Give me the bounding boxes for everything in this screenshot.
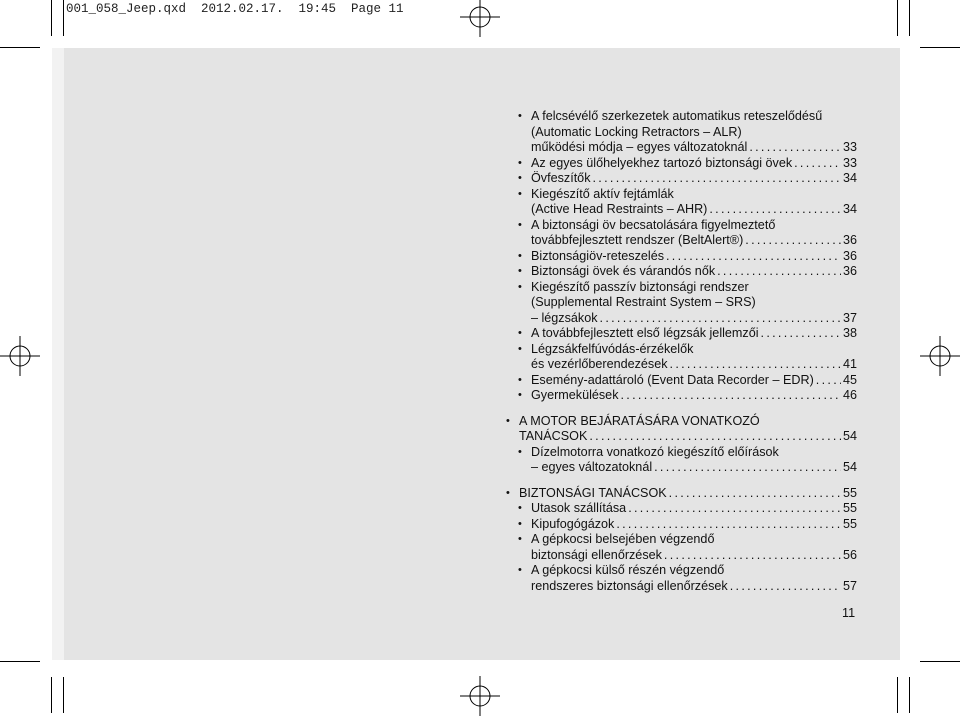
page-edge-strip	[52, 48, 64, 660]
bullet-icon: •	[518, 187, 522, 200]
bullet-icon: •	[518, 110, 522, 122]
toc-entry	[505, 373, 857, 389]
toc-entry	[505, 445, 857, 461]
toc-entry-text: (Active Head Restraints – AHR)	[531, 202, 708, 216]
dot-leader	[628, 501, 841, 517]
toc-entry	[505, 171, 857, 187]
toc-entry	[505, 109, 857, 125]
toc-entry-text: és vezérlőberendezések	[531, 357, 668, 371]
bullet-icon: •	[518, 249, 522, 262]
toc-entry-continuation	[505, 125, 857, 141]
page-number: 11	[842, 606, 856, 620]
dot-leader	[749, 140, 841, 156]
toc-page-number: 56	[842, 547, 857, 562]
toc-entry	[505, 563, 857, 579]
dot-leader	[621, 388, 841, 404]
toc-entry-text: A gépkocsi belsejében végzendő	[531, 532, 715, 546]
bullet-icon: •	[506, 486, 510, 499]
dot-leader	[616, 517, 841, 533]
toc-entry-text: Kiegészítő passzív biztonsági rendszer	[531, 279, 749, 294]
toc-entry-continuation	[505, 357, 857, 373]
bullet-icon: •	[518, 327, 522, 339]
dot-leader	[589, 429, 841, 445]
toc-entry-text: A MOTOR BEJÁRATÁSÁRA VONATKOZÓ	[519, 413, 760, 428]
toc-page-number: 33	[842, 155, 857, 170]
toc-entry-text: Biztonságiöv-reteszelés	[531, 248, 664, 263]
toc-entry-text: A felcsévélő szerkezetek automatikus reteszelődésű	[531, 109, 823, 123]
bullet-icon: •	[518, 342, 522, 355]
toc-page-number: 41	[842, 357, 857, 371]
toc-entry-text: működési módja – egyes változatoknál	[531, 140, 748, 154]
table-of-contents	[505, 109, 857, 594]
toc-page-number: 54	[842, 460, 857, 474]
registration-mark-right	[920, 336, 960, 376]
toc-entry-text: Gyermekülések	[531, 388, 619, 402]
toc-page-number: 36	[842, 264, 857, 278]
toc-page-number: 54	[842, 429, 857, 443]
toc-entry	[505, 280, 857, 296]
toc-entry	[505, 517, 857, 533]
toc-entry-continuation	[505, 429, 857, 445]
toc-entry-text: A gépkocsi külső részén végzendő	[531, 563, 725, 577]
toc-entry-continuation	[505, 295, 857, 311]
toc-page-number: 55	[842, 501, 857, 515]
toc-entry	[505, 218, 857, 234]
toc-entry-text: Dízelmotorra vonatkozó kiegészítő előírások	[531, 444, 779, 459]
toc-page-number: 34	[842, 202, 857, 216]
toc-entry	[505, 486, 857, 502]
toc-entry	[505, 501, 857, 517]
toc-entry	[505, 187, 857, 203]
toc-entry	[505, 326, 857, 342]
toc-entry-text: Kipufogógázok	[531, 516, 615, 531]
toc-entry-text: Utasok szállítása	[531, 501, 627, 515]
bullet-icon: •	[518, 533, 522, 545]
bullet-icon: •	[506, 414, 510, 427]
toc-entry-continuation	[505, 460, 857, 476]
toc-entry	[505, 156, 857, 172]
toc-entry-text: – egyes változatoknál	[531, 460, 653, 474]
toc-entry-text: rendszeres biztonsági ellenőrzések	[531, 578, 728, 593]
toc-entry	[505, 264, 857, 280]
dot-leader	[717, 264, 841, 280]
dot-leader	[669, 486, 841, 502]
toc-entry-text: – légzsákok	[531, 310, 598, 325]
toc-entry-continuation	[505, 548, 857, 564]
toc-entry-text: továbbfejlesztett rendszer (BeltAlert®)	[531, 233, 744, 247]
toc-page-number: 46	[842, 388, 857, 402]
toc-page-number: 33	[842, 140, 857, 154]
toc-page-number: 45	[842, 372, 857, 387]
bullet-icon: •	[518, 172, 522, 184]
bullet-icon: •	[518, 280, 522, 293]
toc-entry-text: Esemény-adattároló (Event Data Recorder – EDR)	[531, 372, 814, 387]
toc-page-number: 57	[842, 578, 857, 593]
dot-leader	[666, 249, 841, 265]
bullet-icon: •	[518, 218, 522, 231]
toc-entry-text: (Supplemental Restraint System – SRS)	[531, 295, 756, 309]
dot-leader	[664, 548, 841, 564]
toc-page-number: 55	[842, 516, 857, 531]
toc-entry-text: Biztonsági övek és várandós nők	[531, 264, 716, 278]
toc-page-number: 36	[842, 233, 857, 247]
toc-page-number: 55	[842, 485, 857, 500]
dot-leader	[761, 326, 841, 342]
bullet-icon: •	[518, 265, 522, 277]
toc-entry-text: Kiegészítő aktív fejtámlák	[531, 186, 674, 201]
bullet-icon: •	[518, 502, 522, 514]
dot-leader	[654, 460, 841, 476]
dot-leader	[600, 311, 841, 327]
toc-entry-text: A továbbfejlesztett első légzsák jellemzői	[531, 326, 759, 340]
toc-entry-text: Az egyes ülőhelyekhez tartozó biztonsági övek	[531, 155, 793, 170]
dot-leader	[816, 373, 841, 389]
toc-entry	[505, 249, 857, 265]
bullet-icon: •	[518, 445, 522, 458]
bullet-icon: •	[518, 564, 522, 576]
toc-page-number: 34	[842, 171, 857, 185]
registration-mark-bottom	[460, 676, 500, 716]
bullet-icon: •	[518, 389, 522, 401]
dot-leader	[794, 156, 841, 172]
dot-leader	[670, 357, 841, 373]
bullet-icon: •	[518, 517, 522, 530]
toc-entry-continuation	[505, 140, 857, 156]
toc-page-number: 36	[842, 248, 857, 263]
toc-entry-continuation	[505, 202, 857, 218]
print-slug-header: 001_058_Jeep.qxd 2012.02.17. 19:45 Page 11	[66, 2, 404, 16]
dot-leader	[745, 233, 841, 249]
toc-entry-text: (Automatic Locking Retractors – ALR)	[531, 124, 742, 139]
toc-entry	[505, 414, 857, 430]
registration-mark-top	[460, 0, 500, 37]
toc-entry	[505, 532, 857, 548]
bullet-icon: •	[518, 156, 522, 169]
toc-page-number: 38	[842, 326, 857, 340]
dot-leader	[593, 171, 841, 187]
toc-entry-text: Légzsákfelfúvódás-érzékelők	[531, 341, 694, 356]
toc-entry-continuation	[505, 311, 857, 327]
dot-leader	[709, 202, 841, 218]
dot-leader	[730, 579, 841, 595]
toc-entry-text: TANÁCSOK	[519, 429, 588, 443]
toc-entry-text: BIZTONSÁGI TANÁCSOK	[519, 485, 667, 500]
bullet-icon: •	[518, 373, 522, 386]
toc-entry	[505, 388, 857, 404]
toc-entry	[505, 342, 857, 358]
registration-mark-left	[0, 336, 40, 376]
toc-entry-text: biztonsági ellenőrzések	[531, 547, 662, 562]
toc-entry-text: A biztonsági öv becsatolására figyelmeztető	[531, 217, 776, 232]
toc-entry-continuation	[505, 579, 857, 595]
toc-entry-text: Övfeszítők	[531, 171, 591, 185]
toc-page-number: 37	[842, 310, 857, 325]
toc-entry-continuation	[505, 233, 857, 249]
